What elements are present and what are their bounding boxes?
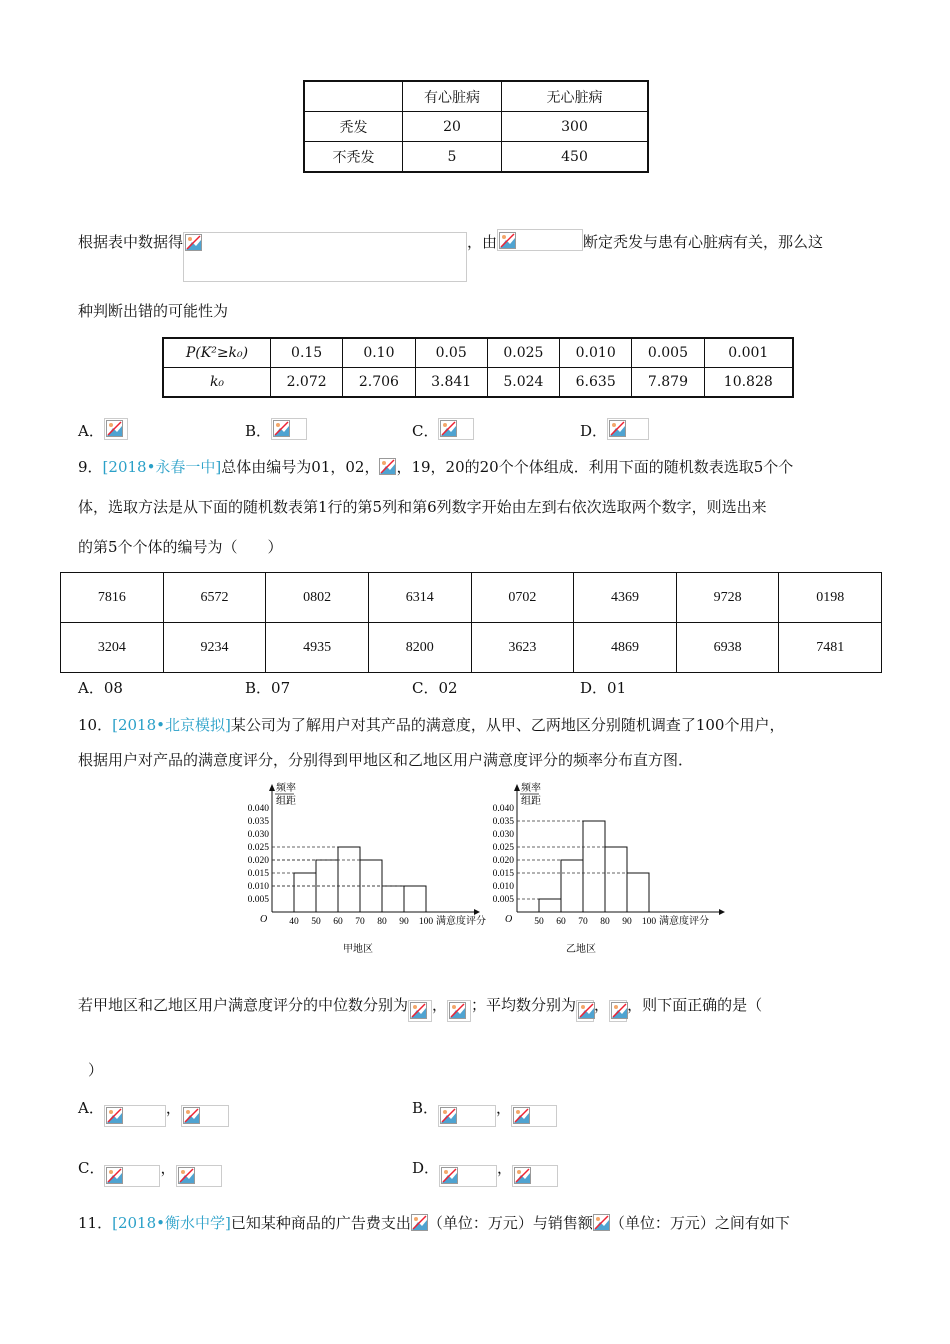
source-tag: [2018•衡水中学] <box>112 1214 231 1232</box>
q9-line1 <box>78 457 793 477</box>
question-number: 9． <box>78 458 103 476</box>
text: 断定秃发与患有心脏病有关，那么这 <box>583 233 824 251</box>
broken-image-icon <box>449 1002 466 1019</box>
formula-image-box <box>104 1105 166 1127</box>
option-label: D． <box>412 1159 440 1177</box>
y-tick-label: 0.035 <box>492 817 514 827</box>
random-number-table <box>60 572 882 673</box>
y-tick-label: 0.020 <box>492 856 514 866</box>
q10-line2: 根据用户对产品的满意度评分，分别得到甲地区和乙地区用户满意度评分的频率分布直方图． <box>78 751 694 769</box>
option-c[interactable] <box>78 1158 222 1187</box>
row-label: P(K²≥k₀) <box>163 338 271 368</box>
histogram-bar <box>404 886 426 912</box>
y-tick-label: 0.030 <box>492 830 514 840</box>
x-axis-arrow <box>719 909 725 915</box>
q11-line1 <box>78 1213 790 1233</box>
option-b[interactable]: B．07 <box>245 679 291 697</box>
broken-image-icon <box>106 420 123 437</box>
table-cell: 不秃发 <box>304 142 403 173</box>
table-cell: 6314 <box>368 573 471 623</box>
text: ，19，20的20个个体组成．利用下面的随机数表选取5个个 <box>396 458 794 476</box>
y-axis-arrow <box>269 784 275 791</box>
y-tick-label: 0.010 <box>492 882 514 892</box>
option-label: C． <box>412 422 439 440</box>
table-cell: 10.828 <box>704 368 793 398</box>
table-cell: 20 <box>403 112 502 142</box>
table-cell: 7481 <box>779 623 882 673</box>
broken-image-icon <box>410 1002 427 1019</box>
option-c[interactable] <box>412 418 474 441</box>
formula-image-box <box>183 232 467 282</box>
table-cell: 2.706 <box>343 368 415 398</box>
question-number: 11． <box>78 1214 113 1232</box>
broken-image-icon <box>593 1214 610 1231</box>
question-number: 10． <box>78 716 113 734</box>
text: 总体由编号为01，02， <box>221 458 380 476</box>
histogram-bar <box>605 847 627 912</box>
broken-image-icon <box>411 1214 428 1231</box>
x-tick-label: 100 <box>641 917 657 927</box>
histogram-bar <box>627 873 649 912</box>
text: （单位：万元）与销售额 <box>427 1214 593 1232</box>
table-cell: 9728 <box>676 573 779 623</box>
table-cell: 8200 <box>368 623 471 673</box>
y-tick-label: 0.010 <box>247 882 269 892</box>
formula-image-box <box>512 1165 558 1187</box>
option-d[interactable]: D．01 <box>580 679 627 697</box>
y-tick-label: 0.030 <box>247 830 269 840</box>
broken-image-icon <box>499 232 516 249</box>
text: 某公司为了解用户对其产品的满意度，从甲、乙两地区分别随机调查了100个用户， <box>230 716 785 734</box>
option-label: D． <box>580 422 608 440</box>
table-cell: 0.001 <box>704 338 793 368</box>
text: ，则下面正确的是（ <box>627 996 763 1014</box>
table-cell: 5.024 <box>487 368 559 398</box>
text: ， <box>594 996 610 1014</box>
broken-image-icon <box>106 1107 123 1124</box>
broken-image-icon <box>178 1167 195 1184</box>
text: 根据表中数据得 <box>78 233 184 251</box>
broken-image-icon <box>273 420 290 437</box>
table-cell: 3.841 <box>415 368 487 398</box>
option-c[interactable]: C．02 <box>412 679 458 697</box>
contingency-table <box>303 80 649 173</box>
y-axis-label: 组距 <box>276 796 296 807</box>
formula-image-box <box>607 418 649 440</box>
q10-line4: ） <box>88 1061 104 1079</box>
histogram-bar <box>561 860 583 912</box>
histogram-bar <box>583 821 605 912</box>
option-a[interactable]: A．08 <box>78 679 123 697</box>
table-header: 无心脏病 <box>502 81 649 112</box>
table-cell: 0.05 <box>415 338 487 368</box>
formula-image-box <box>439 1165 497 1187</box>
row-label: k₀ <box>163 368 271 398</box>
table-cell: 7816 <box>61 573 164 623</box>
option-b[interactable] <box>412 1098 557 1127</box>
table-cell: 4369 <box>574 573 677 623</box>
y-tick-label: 0.015 <box>492 869 514 879</box>
option-label: A． <box>78 422 104 440</box>
broken-image-icon <box>440 1107 457 1124</box>
formula-image-box <box>176 1165 222 1187</box>
option-label: C． <box>78 1159 105 1177</box>
histogram-jia <box>230 775 500 960</box>
broken-image-icon <box>609 420 626 437</box>
x-tick-label: 50 <box>534 917 544 927</box>
y-tick-label: 0.005 <box>247 895 269 905</box>
table-cell: 4869 <box>574 623 677 673</box>
y-axis-label: 频率 <box>521 783 541 794</box>
broken-image-icon <box>379 458 396 475</box>
table-cell: 6572 <box>163 573 266 623</box>
text: ；平均数分别为 <box>471 996 577 1014</box>
broken-image-icon <box>185 234 202 251</box>
broken-image-icon <box>611 1002 628 1019</box>
histogram-yi <box>475 775 745 960</box>
option-label: B． <box>412 1099 439 1117</box>
broken-image-icon <box>441 1167 458 1184</box>
x-tick-label: 60 <box>556 917 566 927</box>
broken-image-icon <box>106 1167 123 1184</box>
y-tick-label: 0.040 <box>247 804 269 814</box>
formula-image-box <box>497 229 583 251</box>
option-d[interactable] <box>580 418 649 441</box>
formula-image-box <box>438 418 474 440</box>
text: （单位：万元）之间有如下 <box>609 1214 790 1232</box>
text: ， <box>160 1159 176 1177</box>
source-tag: [2018•北京模拟] <box>112 716 231 734</box>
q9-line3: 的第5个个体的编号为（ ） <box>78 538 283 556</box>
x-tick-label: 50 <box>311 917 321 927</box>
x-axis-label: 满意度评分 <box>659 916 709 927</box>
text: ， <box>165 1099 181 1117</box>
q8-line1 <box>78 223 823 282</box>
formula-image-box <box>104 1165 160 1187</box>
table-cell: 300 <box>502 112 649 142</box>
table-cell: 6.635 <box>560 368 632 398</box>
q9-line2: 体，选取方法是从下面的随机数表第1行的第5列和第6列数字开始由左到右依次选取两个数字，则选出来 <box>78 498 767 516</box>
table-cell: 0.15 <box>271 338 343 368</box>
histogram-bar <box>294 873 316 912</box>
x-tick-label: 80 <box>600 917 610 927</box>
formula-image-box <box>408 1000 432 1022</box>
table-cell: 450 <box>502 142 649 173</box>
histogram-bar <box>539 899 561 912</box>
chart-caption: 乙地区 <box>566 944 596 955</box>
table-cell: 4935 <box>266 623 369 673</box>
q10-line3 <box>78 995 762 1022</box>
q10-line1 <box>78 715 784 735</box>
option-d[interactable] <box>412 1158 558 1187</box>
table-cell: 0198 <box>779 573 882 623</box>
table-header: 有心脏病 <box>403 81 502 112</box>
text: ， <box>432 996 448 1014</box>
x-axis-label: 满意度评分 <box>436 916 486 927</box>
text: 若甲地区和乙地区用户满意度评分的中位数分别为 <box>78 996 409 1014</box>
text: ，由 <box>467 233 498 251</box>
y-tick-label: 0.025 <box>247 843 269 853</box>
x-tick-label: 100 <box>418 917 434 927</box>
y-tick-label: 0.035 <box>247 817 269 827</box>
option-label: A． <box>78 1099 104 1117</box>
text: ， <box>496 1099 512 1117</box>
y-tick-label: 0.005 <box>492 895 514 905</box>
y-tick-label: 0.025 <box>492 843 514 853</box>
formula-image-box <box>271 418 307 440</box>
text: 已知某种商品的广告费支出 <box>230 1214 411 1232</box>
y-tick-label: 0.015 <box>247 869 269 879</box>
table-cell: 6938 <box>676 623 779 673</box>
broken-image-icon <box>578 1002 595 1019</box>
formula-image-box <box>576 1000 594 1022</box>
histogram-bar <box>382 886 404 912</box>
x-tick-label: 40 <box>289 917 299 927</box>
critical-value-table <box>162 337 794 398</box>
formula-image-box <box>438 1105 496 1127</box>
table-cell: 0.025 <box>487 338 559 368</box>
x-tick-label: 90 <box>622 917 632 927</box>
x-tick-label: 70 <box>578 917 588 927</box>
table-cell: 0802 <box>266 573 369 623</box>
y-axis-label: 组距 <box>521 796 541 807</box>
broken-image-icon <box>514 1167 531 1184</box>
table-cell: 0.005 <box>632 338 704 368</box>
y-tick-label: 0.040 <box>492 804 514 814</box>
formula-image-box <box>447 1000 471 1022</box>
formula-image-box <box>181 1105 229 1127</box>
source-tag: [2018•永春一中] <box>102 458 222 476</box>
table-cell: 0.10 <box>343 338 415 368</box>
y-tick-label: 0.020 <box>247 856 269 866</box>
formula-image-box <box>511 1105 557 1127</box>
table-cell: 9234 <box>163 623 266 673</box>
option-a[interactable] <box>78 1098 229 1127</box>
formula-image-box <box>104 418 128 440</box>
broken-image-icon <box>440 420 457 437</box>
origin-label: O <box>260 914 268 925</box>
x-tick-label: 60 <box>333 917 343 927</box>
table-cell: 7.879 <box>632 368 704 398</box>
chart-caption: 甲地区 <box>343 944 373 955</box>
table-cell: 0.010 <box>560 338 632 368</box>
origin-label: O <box>505 914 513 925</box>
q8-line2: 种判断出错的可能性为 <box>78 302 229 320</box>
histogram-bar <box>338 847 360 912</box>
option-b[interactable] <box>245 418 307 441</box>
y-axis-arrow <box>514 784 520 791</box>
option-label: B． <box>245 422 272 440</box>
formula-image-box <box>609 1000 627 1022</box>
text: ， <box>497 1159 513 1177</box>
x-tick-label: 70 <box>355 917 365 927</box>
table-cell: 3623 <box>471 623 574 673</box>
option-a[interactable] <box>78 418 128 441</box>
table-cell: 秃发 <box>304 112 403 142</box>
table-cell: 2.072 <box>271 368 343 398</box>
broken-image-icon <box>183 1107 200 1124</box>
y-axis-label: 频率 <box>276 783 296 794</box>
broken-image-icon <box>513 1107 530 1124</box>
table-cell: 3204 <box>61 623 164 673</box>
x-tick-label: 90 <box>399 917 409 927</box>
table-cell: 0702 <box>471 573 574 623</box>
table-header <box>304 81 403 112</box>
x-tick-label: 80 <box>377 917 387 927</box>
table-cell: 5 <box>403 142 502 173</box>
